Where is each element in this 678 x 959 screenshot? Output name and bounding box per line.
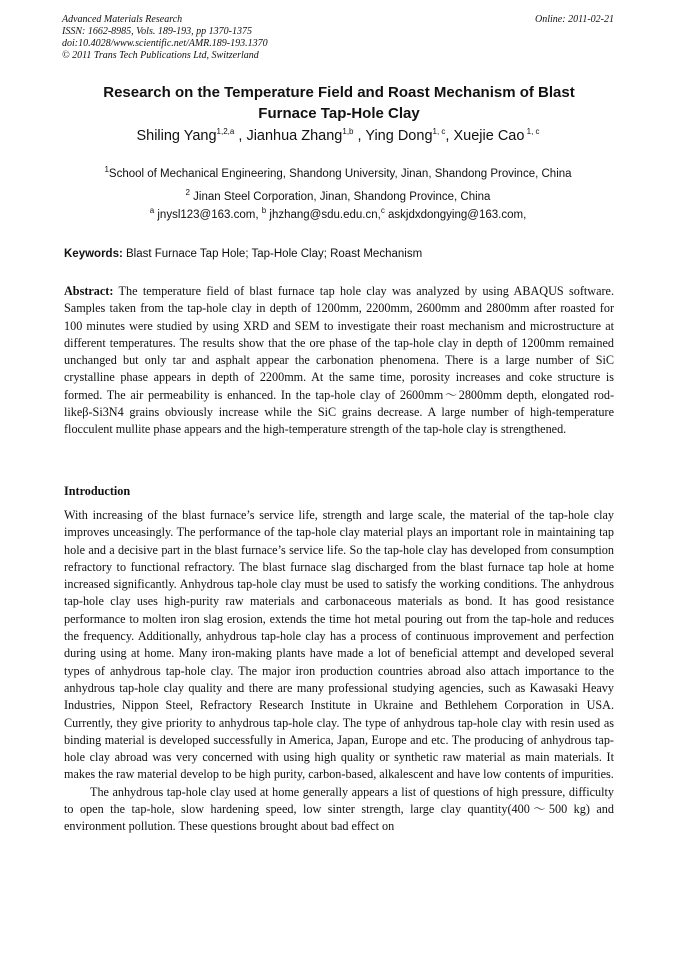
- issn-line: ISSN: 1662-8985, Vols. 189-193, pp 1370-1375: [62, 26, 252, 37]
- affiliation-mark: 1: [104, 165, 109, 175]
- author-name: Ying Dong: [365, 128, 433, 144]
- keywords: [64, 246, 614, 262]
- email-mark: b: [261, 206, 267, 216]
- abstract-text: The temperature field of blast furnace tap hole clay was analyzed by using ABAQUS software. Samples taken from the tap-hole clay in depth of 1200mm, 2200mm, 2600mm and 2800mm after roasted for 100 minutes were studied by using XRD and SEM to investigate their roast mechanism and microstructure at different temperatures. The results show that the ore phase of the tap-hole clay in depth of 1200mm remained unchanged but only tar and asphalt appear the carbonation phenomena. There is a large number of SiC crystalline phase appears in depth of 2200mm. At the same time, porosity increases and coke structure is formed. The air permeability is enhanced. In the tap-hole clay of 2600mm～2800mm depth, elongated rod-likeβ-Si3N4 grains obviously increase while the SiC grains decrease. A large number of high-temperature flocculent mullite phase appears and the high-temperature strength of the tap-hole clay is strengthened.: [64, 284, 614, 437]
- author-affiliation-mark: 1, c: [432, 127, 446, 137]
- paper-title: Research on the Temperature Field and Roast Mechanism of Blast Furnace Tap-Hole Clay: [103, 84, 575, 122]
- affiliation-text: Jinan Steel Corporation, Jinan, Shandong Province, China: [189, 191, 491, 203]
- abstract: [64, 283, 614, 439]
- affiliation-mark: 2: [185, 188, 190, 198]
- paragraph: The anhydrous tap-hole clay used at home generally appears a list of questions of high pressure, difficulty to open the tap-hole, slow hardening speed, low sinter strength, large clay quantity(400～500 kg) and environment pollution. These questions brought about bad effect on: [64, 784, 614, 834]
- journal-name: Advanced Materials Research: [62, 14, 183, 25]
- author-affiliation-mark: 1,b: [342, 127, 354, 137]
- journal-header: [62, 14, 614, 62]
- email-mark: a: [149, 206, 155, 216]
- author-name: Xuejie Cao: [453, 128, 525, 144]
- author-name: Jianhua Zhang: [246, 128, 343, 144]
- paragraph: With increasing of the blast furnace’s service life, strength and large scale, the material of the tap-hole clay improves unceasingly. The performance of the tap-hole clay material plays an important role in maintaining tap hole and a decisive part in the blast furnace’s service life. So the tap-hole clay has developed from consumption refractory to functional refractory. The blast furnace slag discharged from the blast furnace tap hole at home increased significantly. Anhydrous tap-hole clay must be used to satisfy the working conditions. The anhydrous tap-hole clay uses high-purity raw materials and carbonaceous materials as bond. It has good resistance performance to molten iron slag erosion, extends the time hot metal pouring out from the tap-hole and reduces the frequency. Additionally, anhydrous tap-hole clay has a process of continuous improvement and perfection during using at home. Many iron-making plants have made a lot of beneficial attempt and developed several types of anhydrous tap-hole clay. The major iron production countries abroad also attach importance to the anhydrous tap-hole clay quality and there are many professional studying agencies, such as Kawasaki Heavy Industries, Nippon Steel, Refractory Research Institute in Ukraine and Bethlehem Corporation in USA. Currently, they give priority to anhydrous tap-hole clay. The type of anhydrous tap-hole clay with resin used as binding material is developed successfully in America, Japan, Europe and etc. The producing of anhydrous tap-hole clay abroad was very concerned with using high quality or synthetic raw material as main materials. It makes the raw material develop to be high purity, carbon-based, alkalescent and have low contents of impurities.: [64, 508, 614, 782]
- author-separator: ,: [234, 128, 247, 144]
- keywords-text: Blast Furnace Tap Hole; Tap-Hole Clay; Roast Mechanism: [122, 248, 423, 260]
- email-list: [62, 207, 614, 223]
- author-list: [62, 126, 614, 146]
- author-separator: ,: [353, 128, 366, 144]
- abstract-label: Abstract:: [64, 284, 114, 298]
- email-address: askjdxdongying@163.com,: [384, 209, 527, 221]
- keywords-label: Keywords:: [64, 248, 123, 260]
- affiliation-text: School of Mechanical Engineering, Shandong University, Jinan, Shandong Province, China: [108, 168, 572, 180]
- introduction-heading: Introduction: [64, 484, 131, 498]
- doi-line: doi:10.4028/www.scientific.net/AMR.189-193.1370: [62, 38, 268, 49]
- online-date: Online: 2011-02-21: [535, 14, 614, 25]
- author-separator: ,: [445, 128, 454, 144]
- email-address: jhzhang@sdu.edu.cn,: [266, 209, 381, 221]
- author-name: Shiling Yang: [136, 128, 217, 144]
- introduction-body: [64, 507, 614, 836]
- copyright-line: © 2011 Trans Tech Publications Ltd, Switzerland: [62, 50, 259, 61]
- affiliation-2: [62, 189, 614, 205]
- author-affiliation-mark: 1,2,a: [216, 127, 235, 137]
- email-mark: c: [380, 206, 385, 216]
- email-address: jnysl123@163.com,: [154, 209, 262, 221]
- author-affiliation-mark: 1, c: [524, 127, 540, 137]
- affiliation-1: [62, 166, 614, 182]
